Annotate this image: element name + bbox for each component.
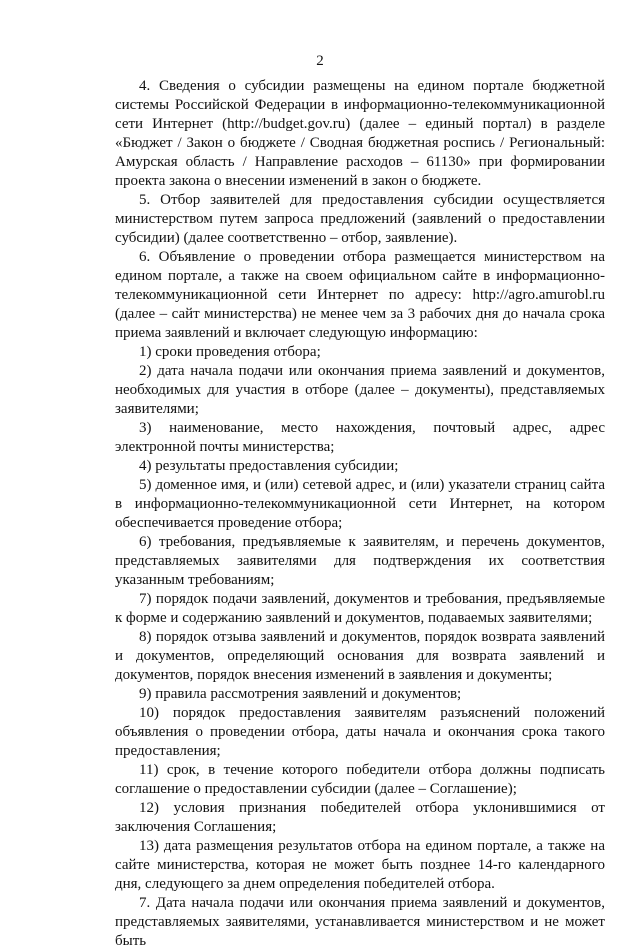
list-item-12: 12) условия признания победителей отбора уклонившимися от заключения Соглашения; [115,800,605,835]
paragraph-7: 7. Дата начала подачи или окончания приема заявлений и документов, представляемых заявителями, устанавливается министерством и не может быть [115,895,605,949]
list-item-9: 9) правила рассмотрения заявлений и документов; [139,686,462,702]
list-item-1: 1) сроки проведения отбора; [139,344,321,360]
list-item-5: 5) доменное имя, и (или) сетевой адрес, и (или) указатели страниц сайта в информационно-телекоммуникационной сети Интернет, на котором обеспечивается проведение отбора; [115,477,605,531]
page-number: 2 [316,53,324,69]
list-item-2: 2) дата начала подачи или окончания приема заявлений и документов, необходимых для участия в отборе (далее – документы), представляемых заявителями; [115,363,605,417]
list-item-7: 7) порядок подачи заявлений, документов и требования, предъявляемые к форме и содержанию заявлений и документов, подаваемых заявителями; [115,591,605,626]
list-item-3: 3) наименование, место нахождения, почтовый адрес, адрес электронной почты министерства; [115,420,605,455]
paragraph-6: 6. Объявление о проведении отбора размещается министерством на едином портале, а также на своем официальном сайте в информационно-телекоммуникационной сети Интернет по адресу: http://agro.amurobl.ru (далее – сайт министерства) не менее чем за 3 рабочих дня до начала срока приема заявлений и включает следующую информацию: [115,249,605,341]
list-item-11: 11) срок, в течение которого победители отбора должны подписать соглашение о предоставлении субсидии (далее – Соглашение); [115,762,605,797]
document-body [115,77,605,951]
paragraph-4: 4. Сведения о субсидии размещены на едином портале бюджетной системы Российской Федерации в информационно-телекоммуникационной сети Интернет (http://budget.gov.ru) (далее – единый портал) в разделе «Бюджет / Закон о бюджете / Сводная бюджетная роспись / Региональный: Амурская область / Направление расходов – 61130» при формировании проекта закона о внесении изменений в закон о бюджете. [115,78,605,189]
list-item-4: 4) результаты предоставления субсидии; [139,458,399,474]
list-item-10: 10) порядок предоставления заявителям разъяснений положений объявления о проведении отбора, даты начала и окончания срока такого предоставления; [115,705,605,759]
paragraph-5: 5. Отбор заявителей для предоставления субсидии осуществляется министерством путем запроса предложений (заявлений о предоставлении субсидии) (далее соответственно – отбор, заявление). [115,192,605,246]
list-item-6: 6) требования, предъявляемые к заявителям, и перечень документов, представляемых заявителями для подтверждения их соответствия указанным требованиям; [115,534,605,588]
list-item-13: 13) дата размещения результатов отбора на едином портале, а также на сайте министерства, которая не может быть позднее 14-го календарного дня, следующего за днем определения победителей отбора. [115,838,605,892]
list-item-8: 8) порядок отзыва заявлений и документов, порядок возврата заявлений и документов, определяющий основания для возврата заявлений и документов, порядок внесения изменений в заявления и документы; [115,629,605,683]
